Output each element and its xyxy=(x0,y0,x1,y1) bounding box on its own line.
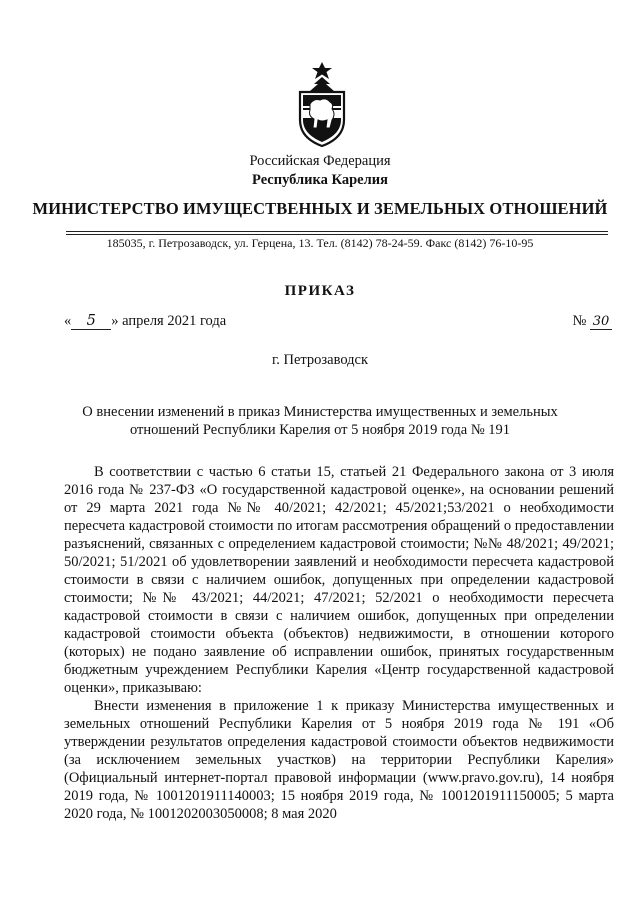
order-date xyxy=(64,313,226,330)
ministry-name: МИНИСТЕРСТВО ИМУЩЕСТВЕННЫХ И ЗЕМЕЛЬНЫХ ОТНОШЕНИЙ xyxy=(32,199,608,218)
order-subject xyxy=(0,403,640,439)
country-name: Российская Федерация xyxy=(249,153,391,169)
date-quote-open: « xyxy=(64,313,72,329)
header-divider-thin xyxy=(66,234,608,235)
republic-name: Республика Карелия xyxy=(252,172,388,188)
order-number-label: № xyxy=(572,313,587,329)
order-number-handwritten: 30 xyxy=(590,314,612,330)
document-title: ПРИКАЗ xyxy=(284,283,356,299)
subject-line-1: О внесении изменений в приказ Министерства имущественных и земельных xyxy=(82,404,558,420)
body-paragraph-2: Внести изменения в приложение 1 к приказу Министерства имущественных и земельных отношений Республики Карелия от 5 ноября 2019 года № 191 «Об утверждении результатов определения кадастровой стоимости объектов недвижимости (за исключением земельных участков) на территории Республики Карелия» (Официальный интернет-портал правовой информации (www.pravo.gov.ru), 14 ноября 2019 года, № 1001201911140003; 15 ноября 2019 года, № 1001201911150005; 5 марта 2020 года, № 1001202003050008; 8 мая 2020 xyxy=(64,698,614,822)
body-paragraph-1: В соответствии с частью 6 статьи 15, статьей 21 Федерального закона от 3 июля 2016 года № 237-ФЗ «О государственной кадастровой оценке», на основании решений от 29 марта 2021 года №№ 40/2021; 42/2021; 45/2021;53/2021 о необходимости пересчета кадастровой стоимости по итогам рассмотрения обращений о предоставлении разъяснений, связанных с определением кадастровой стоимости; №№ 48/2021; 49/2021; 50/2021; 51/2021 об удовлетворении заявлений и необходимости пересчета кадастровой стоимости в связи с наличием ошибок, допущенных при определении кадастровой стоимости; №№ 43/2021; 44/2021; 47/2021; 52/2021 о необходимости пересчета кадастровой стоимости в связи с наличием ошибок, допущенных при определении кадастровой стоимости объекта (объектов) недвижимости, в отношении которого (которых) не подано заявление об исправлении ошибок, принятых государственным бюджетным учреждением Республики Карелия «Центр государственной кадастровой оценки», приказываю: xyxy=(64,464,614,696)
order-body xyxy=(64,463,614,823)
karelia-coat-of-arms-icon xyxy=(296,62,348,148)
order-city: г. Петрозаводск xyxy=(271,352,369,368)
header-divider xyxy=(66,231,608,232)
date-month-year: » апреля 2021 года xyxy=(111,313,227,329)
order-number xyxy=(573,313,612,330)
subject-line-2: отношений Республики Карелия от 5 ноября 2019 года № 191 xyxy=(129,422,511,438)
date-day-handwritten: 5 xyxy=(71,313,111,330)
ministry-address: 185035, г. Петрозаводск, ул. Герцена, 13. Тел. (8142) 78-24-59. Факс (8142) 76-10-95 xyxy=(106,236,534,250)
